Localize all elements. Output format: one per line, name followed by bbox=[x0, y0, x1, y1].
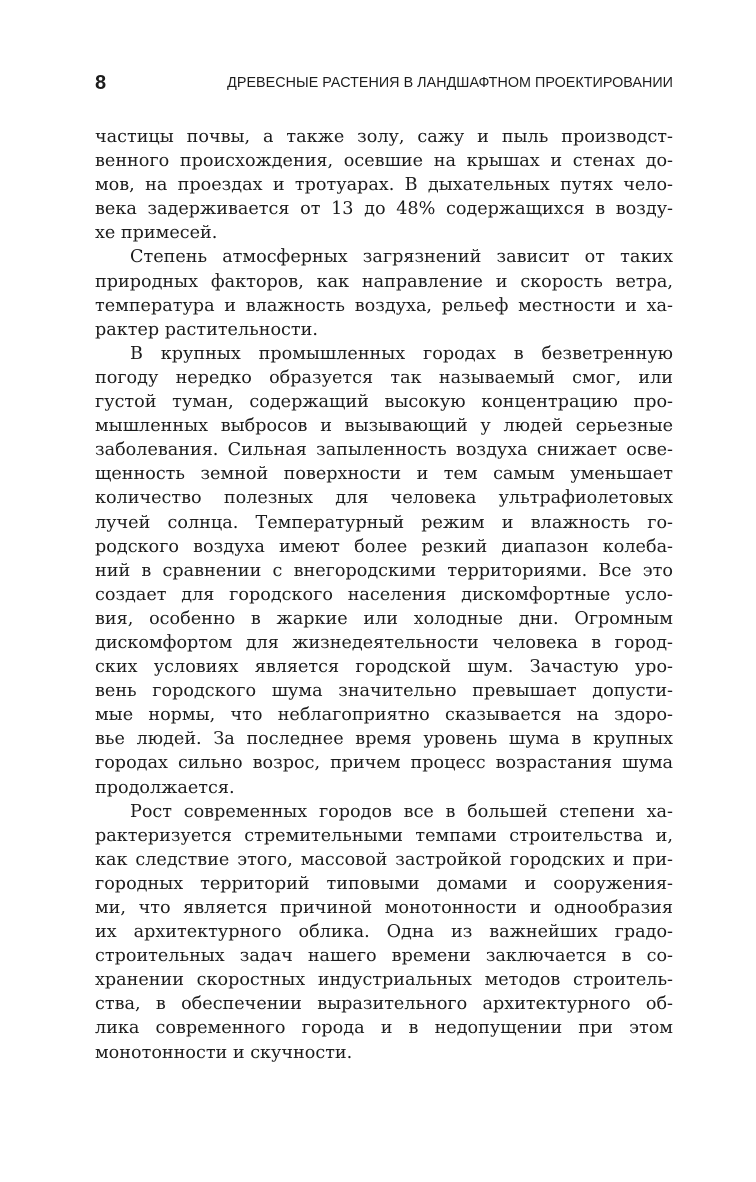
text-line: создает для городского населения дискомфортные усло- bbox=[95, 584, 673, 605]
text-line: дискомфортом для жизнедеятельности человека в город- bbox=[95, 632, 673, 653]
text-line: строительных задач нашего времени заключается в со- bbox=[95, 946, 673, 967]
text-line: городах сильно возрос, причем процесс возрастания шума bbox=[95, 753, 673, 774]
text-line: мов, на проездах и тротуарах. В дыхательных путях чело- bbox=[95, 175, 673, 196]
text-line: продолжается. bbox=[95, 777, 235, 798]
paragraph-4 bbox=[95, 800, 673, 1065]
text-line: В крупных промышленных городах в безветренную bbox=[130, 343, 673, 364]
text-line: заболевания. Сильная запыленность воздуха снижает осве- bbox=[95, 440, 673, 461]
text-line: лика современного города и в недопущении при этом bbox=[95, 1018, 673, 1039]
text-line: хе примесей. bbox=[95, 223, 218, 244]
text-line: рактер растительности. bbox=[95, 319, 318, 340]
text-line: Рост современных городов все в большей степени ха- bbox=[130, 801, 673, 822]
text-line: густой туман, содержащий высокую концентрацию про- bbox=[95, 392, 673, 413]
text-line: ми, что является причиной монотонности и однообразия bbox=[95, 898, 673, 918]
running-header bbox=[95, 72, 673, 100]
text-line: вия, особенно в жаркие или холодные дни. Огромным bbox=[95, 608, 673, 629]
text-line: погоду нередко образуется так называемый смог, или bbox=[95, 367, 673, 388]
text-line: родского воздуха имеют более резкий диапазон колеба- bbox=[95, 536, 673, 557]
text-line: вень городского шума значительно превышает допусти- bbox=[95, 681, 673, 702]
text-line: их архитектурного облика. Одна из важнейших градо- bbox=[95, 922, 673, 943]
page-number: 8 bbox=[95, 72, 107, 94]
paragraph-2 bbox=[95, 245, 673, 341]
text-line: вье людей. За последнее время уровень шума в крупных bbox=[95, 729, 673, 750]
text-line: частицы почвы, а также золу, сажу и пыль производст- bbox=[95, 127, 673, 147]
text-line: количество полезных для человека ультрафиолетовых bbox=[95, 488, 673, 509]
text-line: ний в сравнении с внегородскими территориями. Все это bbox=[95, 560, 673, 581]
text-line: природных факторов, как направление и скорость ветра, bbox=[95, 271, 673, 292]
text-line: монотонности и скучности. bbox=[95, 1042, 353, 1063]
text-line: рактеризуется стремительными темпами строительства и, bbox=[95, 825, 673, 846]
text-line: Степень атмосферных загрязнений зависит от таких bbox=[130, 247, 673, 268]
text-line: мышленных выбросов и вызывающий у людей серьезные bbox=[95, 416, 673, 437]
text-line: хранении скоростных индустриальных методов строитель- bbox=[95, 970, 673, 991]
text-line: городных территорий типовыми домами и сооружения- bbox=[95, 873, 673, 894]
body-text bbox=[95, 125, 673, 1065]
paragraph-1 bbox=[95, 125, 673, 245]
text-line: венного происхождения, осевшие на крышах и стенах до- bbox=[95, 151, 673, 172]
text-line: мые нормы, что неблагоприятно сказывается на здоро- bbox=[95, 705, 673, 726]
text-line: ских условиях является городской шум. Зачастую уро- bbox=[95, 657, 673, 678]
text-line: века задерживается от 13 до 48% содержащихся в возду- bbox=[95, 199, 673, 220]
text-line: щенность земной поверхности и тем самым уменьшает bbox=[95, 464, 673, 485]
running-header-title: ДРЕВЕСНЫЕ РАСТЕНИЯ В ЛАНДШАФТНОМ ПРОЕКТИРОВАНИИ bbox=[227, 75, 673, 91]
text-line: ства, в обеспечении выразительного архитектурного об- bbox=[95, 994, 673, 1015]
text-line: температура и влажность воздуха, рельеф местности и ха- bbox=[95, 295, 673, 316]
text-line: лучей солнца. Температурный режим и влажность го- bbox=[95, 512, 673, 533]
text-line: как следствие этого, массовой застройкой городских и при- bbox=[95, 849, 673, 870]
paragraph-3 bbox=[95, 342, 673, 800]
